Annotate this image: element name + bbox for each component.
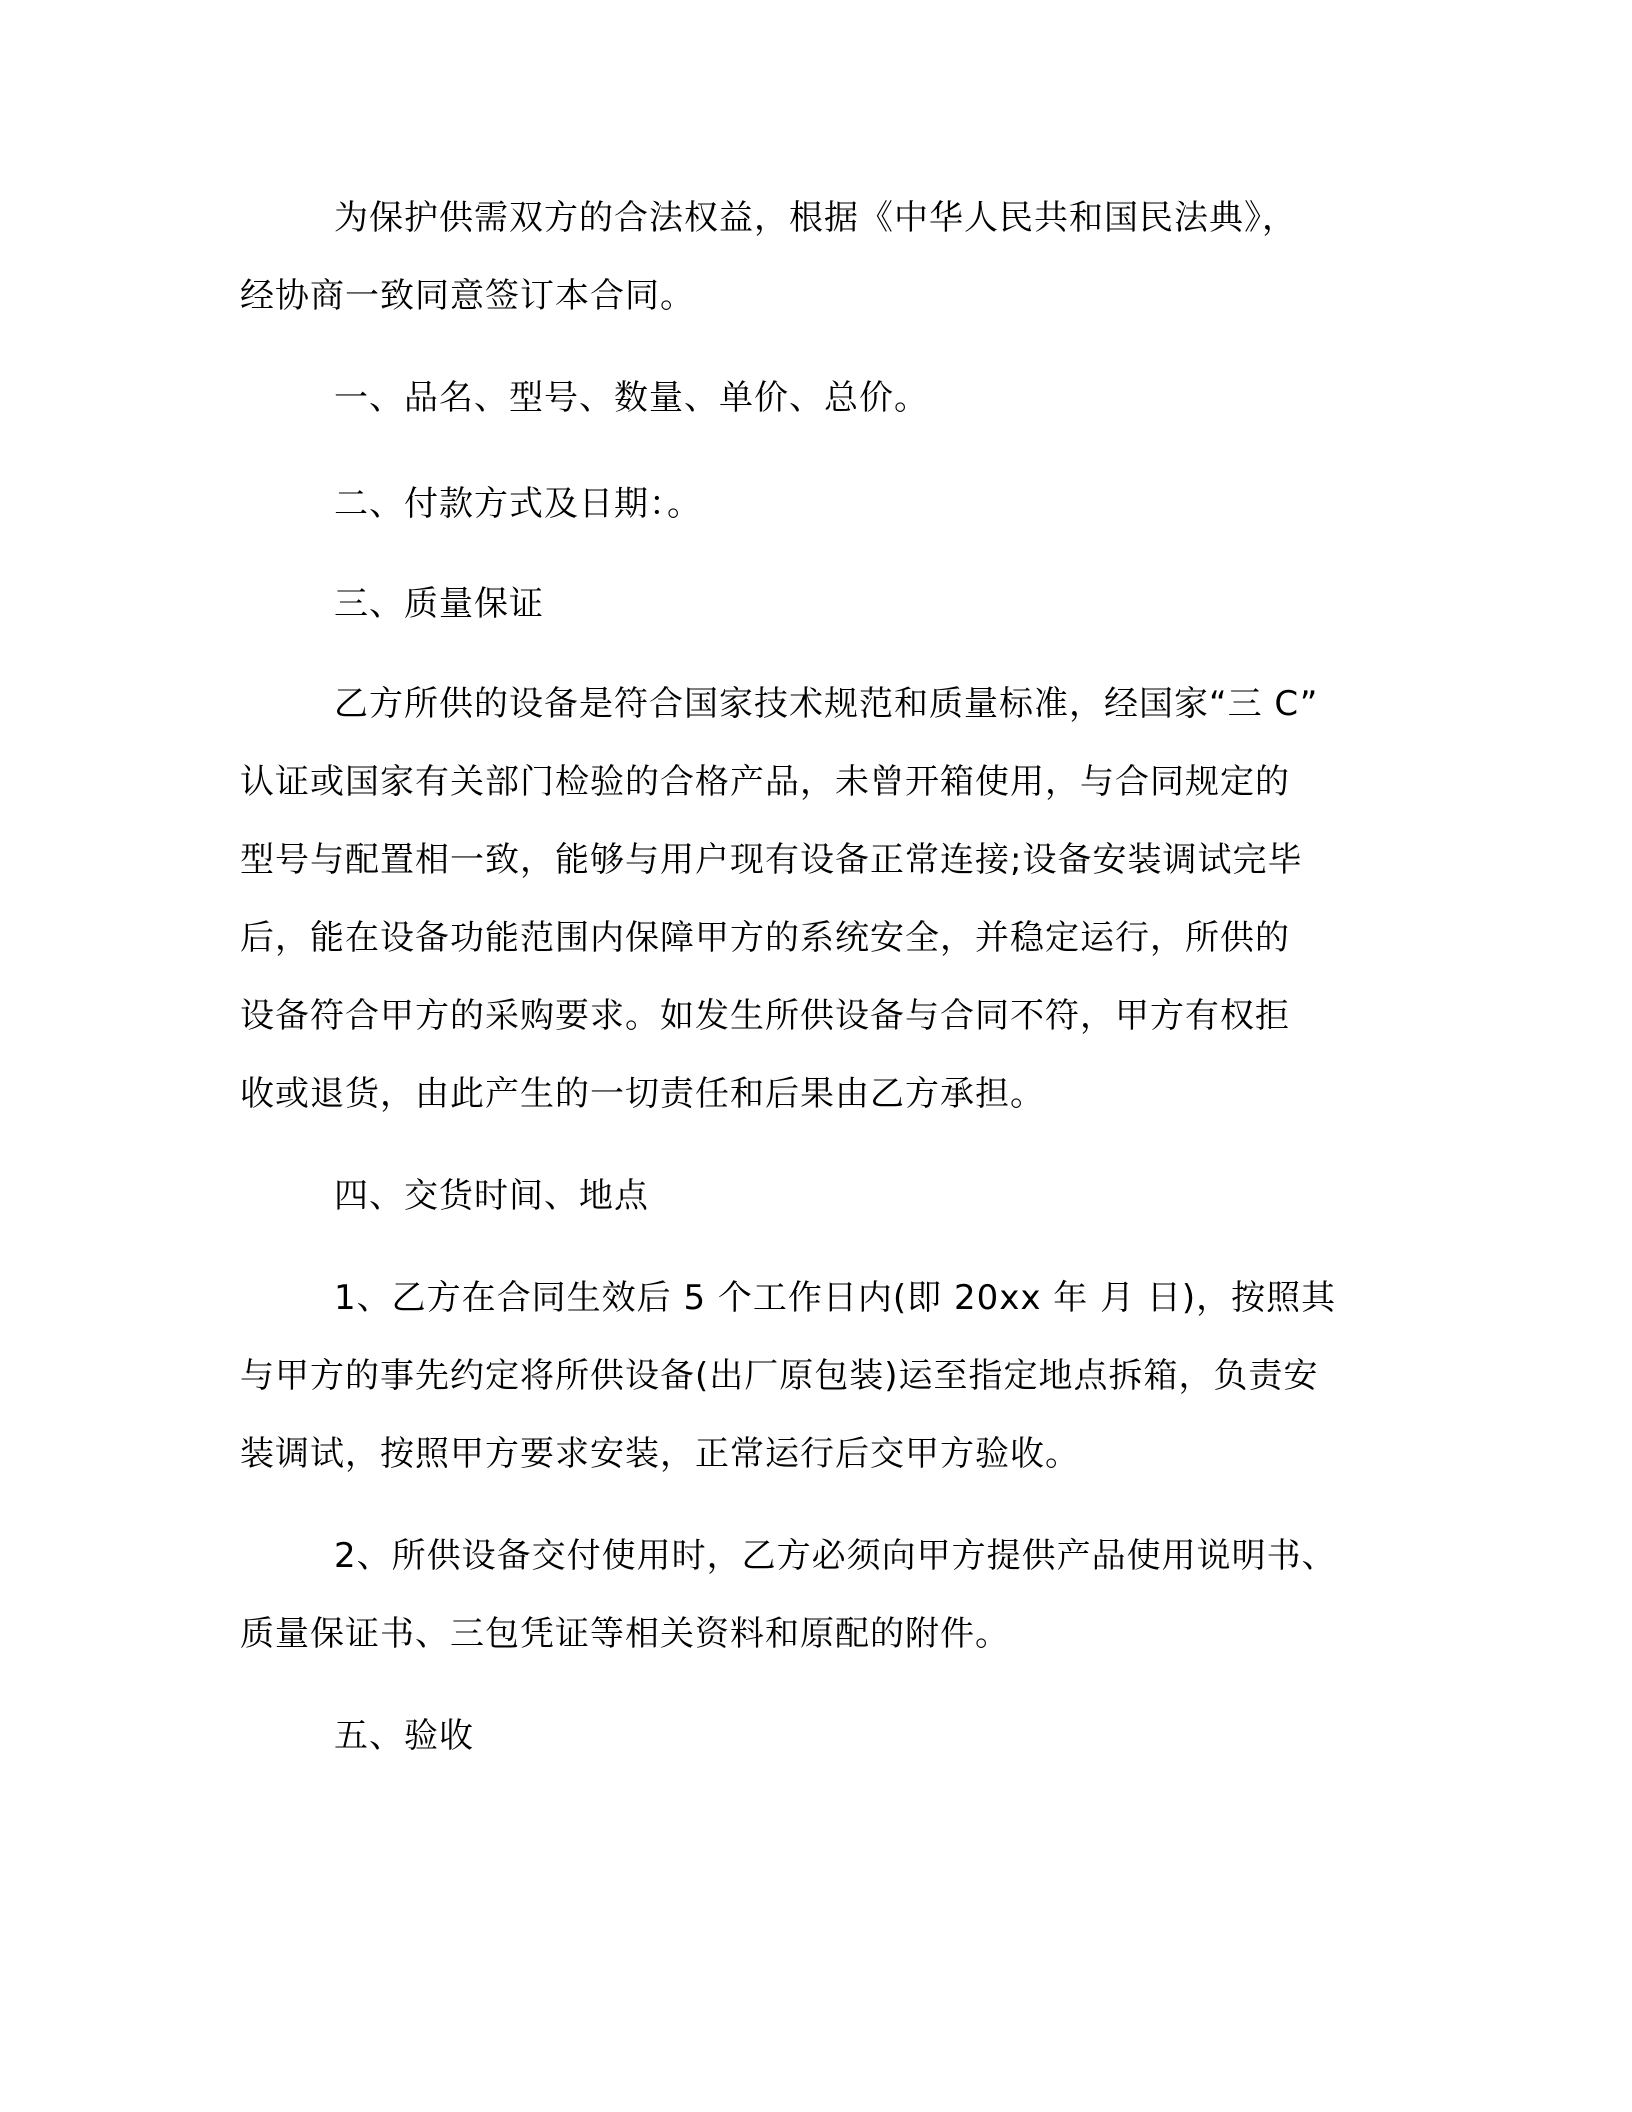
quality-paragraph-line-5: 设备符合甲方的采购要求。如发生所供设备与合同不符，甲方有权拒 bbox=[240, 996, 1290, 1036]
section-heading-1: 一、品名、型号、数量、单价、总价。 bbox=[334, 378, 929, 418]
paragraph-intro-line-2: 经协商一致同意签订本合同。 bbox=[240, 276, 695, 316]
section-heading-5: 五、验收 bbox=[334, 1716, 474, 1756]
delivery-item-1-line-1: 1、乙方在合同生效后 5 个工作日内(即 20xx 年 月 日)，按照其 bbox=[334, 1278, 1337, 1318]
quality-paragraph-line-2: 认证或国家有关部门检验的合格产品，未曾开箱使用，与合同规定的 bbox=[240, 762, 1290, 802]
paragraph-intro-line-1: 为保护供需双方的合法权益，根据《中华人民共和国民法典》， bbox=[334, 198, 1297, 238]
delivery-item-1-line-2: 与甲方的事先约定将所供设备(出厂原包装)运至指定地点拆箱，负责安 bbox=[240, 1356, 1319, 1396]
quality-paragraph-line-4: 后，能在设备功能范围内保障甲方的系统安全，并稳定运行，所供的 bbox=[240, 918, 1290, 958]
section-heading-3: 三、质量保证 bbox=[334, 584, 544, 624]
delivery-item-2-line-1: 2、所供设备交付使用时，乙方必须向甲方提供产品使用说明书、 bbox=[334, 1536, 1337, 1576]
delivery-item-2-line-2: 质量保证书、三包凭证等相关资料和原配的附件。 bbox=[240, 1614, 1010, 1654]
section-heading-2: 二、付款方式及日期：。 bbox=[334, 484, 702, 524]
delivery-item-1-line-3: 装调试，按照甲方要求安装，正常运行后交甲方验收。 bbox=[240, 1434, 1080, 1474]
quality-paragraph-line-6: 收或退货，由此产生的一切责任和后果由乙方承担。 bbox=[240, 1074, 1045, 1114]
quality-paragraph-line-3: 型号与配置相一致，能够与用户现有设备正常连接;设备安装调试完毕 bbox=[240, 840, 1303, 880]
quality-paragraph-line-1: 乙方所供的设备是符合国家技术规范和质量标准，经国家“三 C” bbox=[334, 684, 1319, 724]
section-heading-4: 四、交货时间、地点 bbox=[334, 1176, 649, 1216]
